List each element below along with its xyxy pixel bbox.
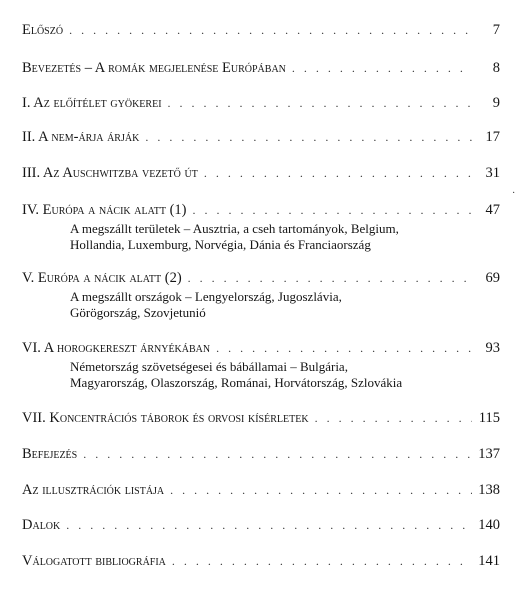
toc-subtitle-line: A megszállt területek – Ausztria, a cseh tartományok, Belgium, xyxy=(70,221,399,236)
toc-subtitle-line: A megszállt országok – Lengyelország, Jugoszlávia, xyxy=(70,289,342,304)
dot-leader xyxy=(292,60,472,77)
toc-title: Befejezés xyxy=(22,446,78,462)
dot-leader xyxy=(188,270,472,287)
toc-page-number: 93 xyxy=(485,340,500,356)
toc-entry-chapter-6 xyxy=(22,340,500,357)
toc-page-number: 47 xyxy=(485,202,500,218)
toc-entry-bibliografia xyxy=(22,553,500,570)
toc-page-number: 7 xyxy=(492,22,500,38)
toc-entry-chapter-4 xyxy=(22,202,500,219)
toc-title: Bevezetés – A romák megjelenése Európában xyxy=(22,60,286,76)
toc-title: Válogatott bibliográfia xyxy=(22,553,166,569)
dot-leader xyxy=(172,553,472,570)
toc-page-number: 8 xyxy=(492,60,500,76)
toc-entry-chapter-3 xyxy=(22,165,500,182)
toc-page-number: 140 xyxy=(478,517,500,533)
toc-entry-illusztraciok xyxy=(22,482,500,499)
toc-subtitle-line: Hollandia, Luxemburg, Norvégia, Dánia és Franciaország xyxy=(70,237,371,252)
toc-title: Az illusztrációk listája xyxy=(22,482,165,498)
toc-entry-chapter-2 xyxy=(22,129,500,146)
toc-entry-chapter-1 xyxy=(22,95,500,112)
dot-leader xyxy=(66,517,472,534)
dot-leader xyxy=(83,446,472,463)
toc-page-number: 138 xyxy=(478,482,500,498)
toc-entry-dalok xyxy=(22,517,500,534)
toc-page-number: 31 xyxy=(485,165,500,181)
dot-leader xyxy=(216,340,472,357)
toc-title: II. A nem-árja árják xyxy=(22,129,140,145)
toc-title: VII. Koncentrációs táborok és orvosi kísérletek xyxy=(22,410,309,426)
toc-title: V. Európa a nácik alatt (2) xyxy=(22,270,182,286)
dot-leader xyxy=(145,129,472,146)
toc-entry-befejezes xyxy=(22,446,500,463)
dot-leader xyxy=(192,202,472,219)
toc-page-number: 17 xyxy=(485,129,500,145)
toc-page-number: 69 xyxy=(485,270,500,286)
toc-subtitle-line: Görögország, Szovjetunió xyxy=(70,305,206,320)
dot-leader xyxy=(168,95,472,112)
dot-leader xyxy=(170,482,472,499)
dot-leader xyxy=(315,410,472,427)
toc-entry-chapter-5 xyxy=(22,270,500,287)
stray-mark: · xyxy=(512,188,516,199)
toc-subtitle-line: Magyarország, Olaszország, Románai, Horvátország, Szlovákia xyxy=(70,375,403,390)
toc-title: III. Az Auschwitzba vezető út xyxy=(22,165,198,181)
toc-page-number: 137 xyxy=(478,446,500,462)
toc-entry-chapter-7 xyxy=(22,410,500,427)
dot-leader xyxy=(204,165,472,182)
toc-page-number: 9 xyxy=(492,95,500,111)
toc-title: VI. A horogkereszt árnyékában xyxy=(22,340,211,356)
dot-leader xyxy=(69,22,472,39)
toc-entry-eloszo xyxy=(22,22,500,39)
toc-entry-bevezetes xyxy=(22,60,500,77)
toc-title: Dalok xyxy=(22,517,61,533)
toc-subtitle-line: Németország szövetségesei és bábállamai – Bulgária, xyxy=(70,359,348,374)
toc-page-number: 115 xyxy=(478,410,500,426)
toc-title: I. Az előítélet gyökerei xyxy=(22,95,162,111)
toc-page-number: 141 xyxy=(478,553,500,569)
toc-title: IV. Európa a nácik alatt (1) xyxy=(22,202,187,218)
toc-title: Előszó xyxy=(22,22,64,38)
